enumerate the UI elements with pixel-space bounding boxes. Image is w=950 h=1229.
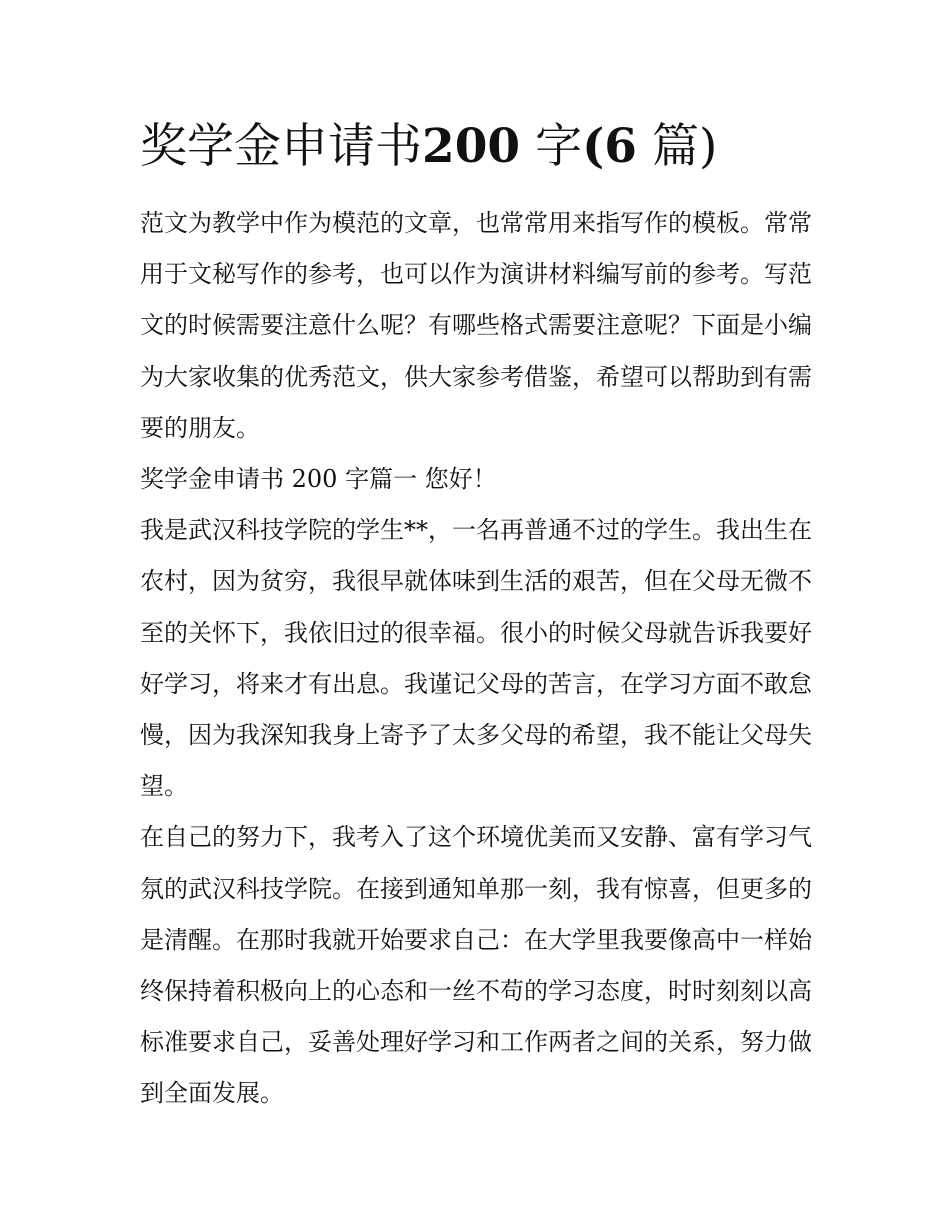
title-suffix: 篇) bbox=[651, 119, 718, 174]
document-title bbox=[140, 112, 820, 182]
paragraph-body-1: 我是武汉科技学院的学生**，一名再普通不过的学生。我出生在农村，因为贫穷，我很早就体味到生活的艰苦，但在父母无微不至的关怀下，我依旧过的很幸福。很小的时候父母就告诉我要好好学习，将来才有出息。我谨记父母的苦言，在学习方面不敢怠慢，因为我深知我身上寄予了太多父母的希望，我不能让父母失望。 bbox=[140, 516, 812, 801]
paragraph-section-heading: 奖学金申请书 200 字篇一 您好！ bbox=[140, 465, 497, 494]
document-body bbox=[140, 198, 812, 1120]
title-text: 奖学金申请书 bbox=[140, 119, 422, 174]
title-unit: 字 bbox=[535, 119, 583, 174]
paragraph-intro: 范文为教学中作为模范的文章，也常常用来指写作的模板。常常用于文秘写作的参考，也可以作为演讲材料编写前的参考。写范文的时候需要注意什么呢？有哪些格式需要注意呢？下面是小编为大家收集的优秀范文，供大家参考借鉴，希望可以帮助到有需要的朋友。 bbox=[140, 209, 812, 442]
title-number: 200 bbox=[422, 119, 521, 174]
paragraph-body-2: 在自己的努力下，我考入了这个环境优美而又安静、富有学习气氛的武汉科技学院。在接到通知单那一刻，我有惊喜，但更多的是清醒。在那时我就开始要求自己：在大学里我要像高中一样始终保持着积极向上的心态和一丝不苟的学习态度，时时刻刻以高标准要求自己，妥善处理好学习和工作两者之间的关系，努力做到全面发展。 bbox=[140, 823, 812, 1108]
title-count: (6 bbox=[582, 119, 638, 174]
